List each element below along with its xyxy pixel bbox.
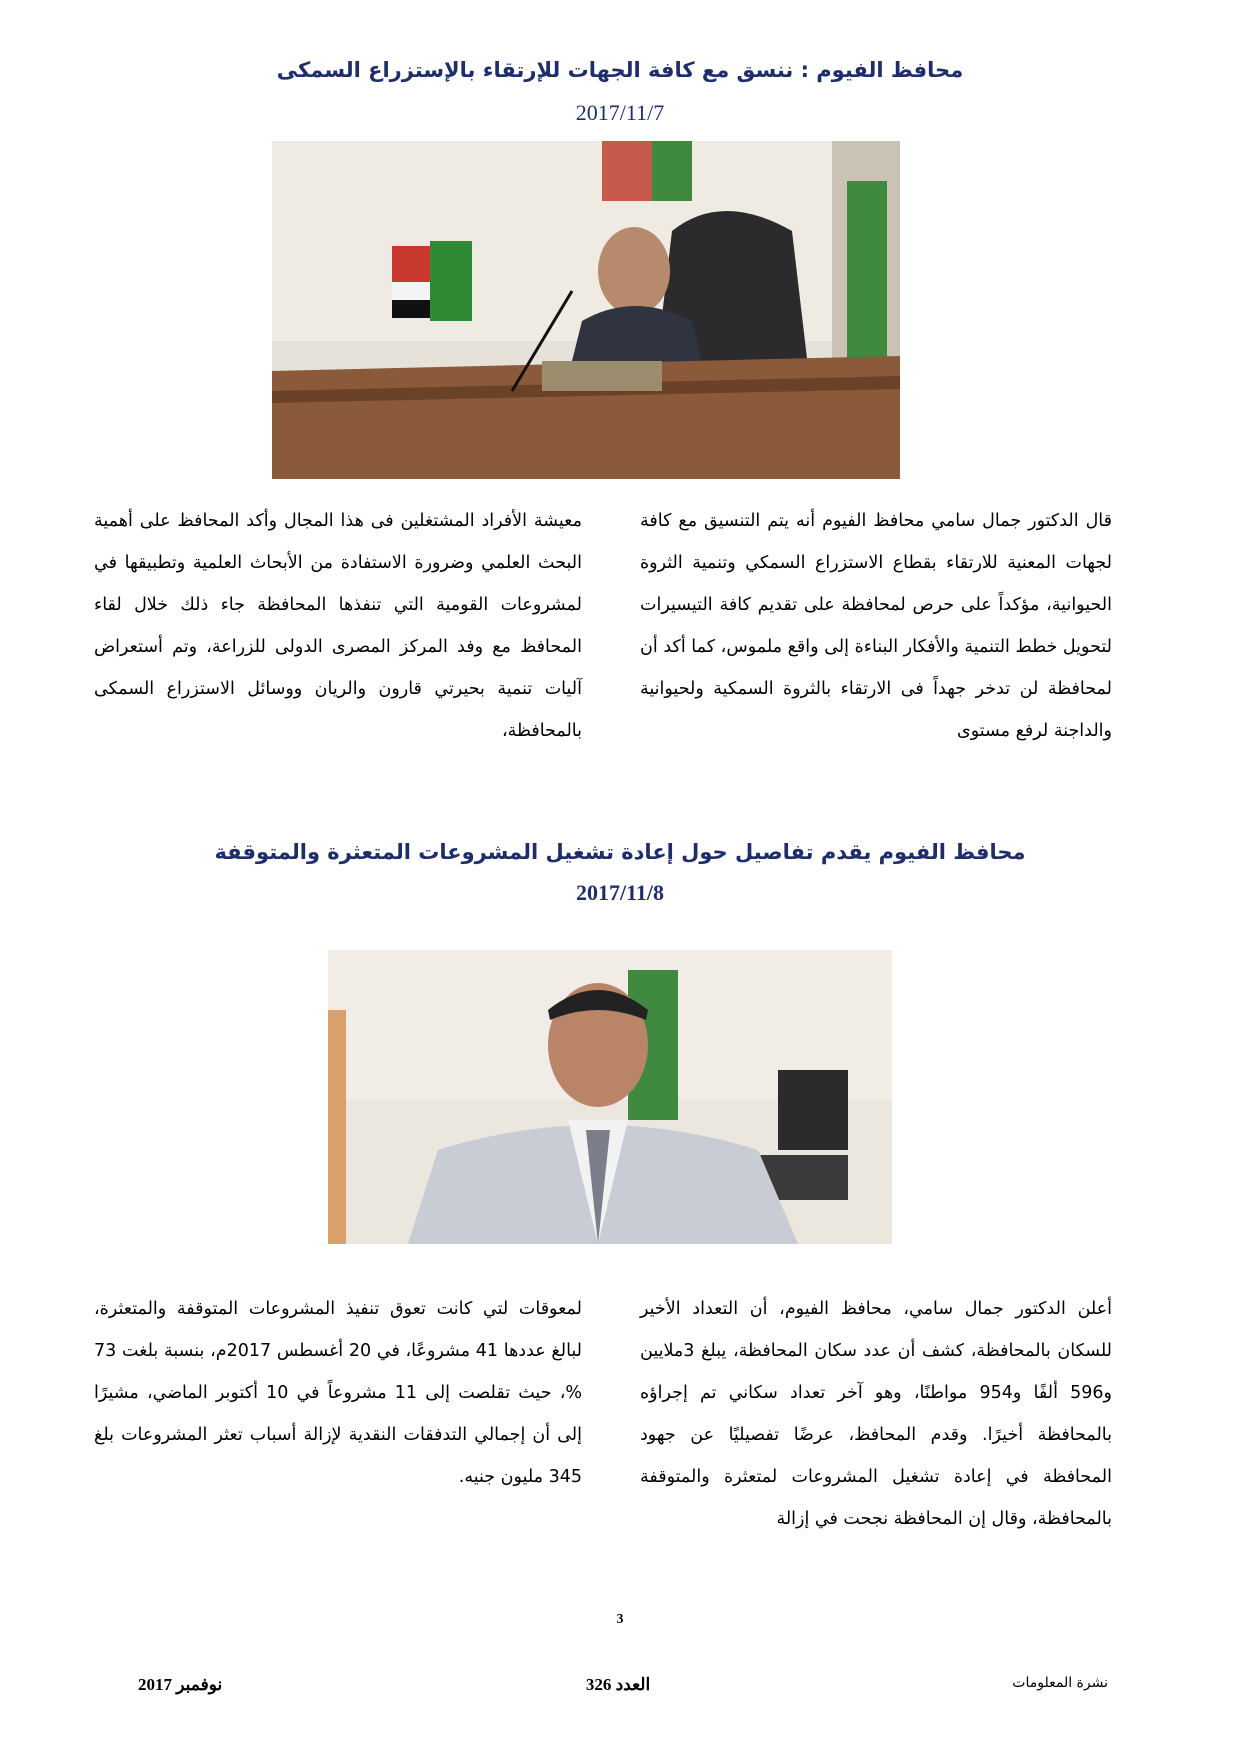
footer-month: نوفمبر 2017 <box>138 1675 223 1694</box>
article2-title: محافظ الفيوم يقدم تفاصيل حول إعادة تشغيل المشروعات المتعثرة والمتوقفة <box>214 840 1026 864</box>
footer-publication: نشرة المعلومات <box>1012 1675 1108 1691</box>
article2-text-right: أعلن الدكتور جمال سامي، محافظ الفيوم، أن التعداد الأخير للسكان بالمحافظة، كشف أن عدد سكان المحافظة، يبلغ 3ملايين و596 ألفًا و954 مواطنًا، وهو آخر تعداد سكاني تم إجراؤه بالمحافظة أخيرًا. وقدم المحافظ، عرضًا تفصيليًا عن جهود المحافظة في إعادة تشغيل المشروعات لمتعثرة والمتوقفة بالمحافظة، وقال إن المحافظة نجحت في إزالة <box>640 1299 1112 1529</box>
article2-photo <box>328 950 892 1244</box>
article1-text-right: قال الدكتور جمال سامي محافظ الفيوم أنه يتم التنسيق مع كافة لجهات المعنية للارتقاء بقطاع الاستزراع السمكي وتنمية الثروة الحيوانية، مؤكداً على حرص لمحافظة على تقديم كافة التيسيرات لتحويل خطط التنمية والأفكار البناءة إلى واقع ملموس، كما أكد أن لمحافظة لن تدخر جهداً فى الارتقاء بالثروة السمكية ولحيوانية والداجنة لرفع مستوى <box>640 511 1112 741</box>
article1-col-left <box>94 500 582 752</box>
footer-issue: العدد 326 <box>585 1675 651 1694</box>
article2-col-right <box>640 1288 1112 1540</box>
article1-date: 2017/11/7 <box>575 100 665 125</box>
article1-title: محافظ الفيوم : ننسق مع كافة الجهات للإرتقاء بالإستزراع السمكى <box>276 58 964 82</box>
article2-col-left <box>94 1288 582 1540</box>
article2-text-left: لمعوقات لتي كانت تعوق تنفيذ المشروعات المتوقفة والمتعثرة، لبالغ عددها 41 مشروعًا، في 20 أغسطس 2017م، بنسبة بلغت 73 %، حيث تقلصت إلى 11 مشروعاً في 10 أكتوبر الماضي، مشيرًا إلى أن إجمالي التدفقات النقدية لإزالة أسباب تعثر المشروعات بلغ 345 مليون جنيه. <box>94 1299 583 1487</box>
article1-text-left: معيشة الأفراد المشتغلين فى هذا المجال وأكد المحافظ على أهمية البحث العلمي وضرورة الاستفادة من الأبحاث العلمية وتطبيقها في لمشروعات القومية التي تنفذها المحافظة جاء ذلك خلال لقاء المحافظ مع وفد المركز المصرى الدولى للزراعة، وتم أستعراض آليات تنمية بحيرتي قارون والريان ووسائل الاستزراع السمكى بالمحافظة، <box>94 511 582 741</box>
article1-photo <box>272 141 900 479</box>
article1-col-right <box>640 500 1112 752</box>
footer <box>128 1675 1108 1699</box>
page-number: 3 <box>616 1612 624 1627</box>
article2-date: 2017/11/8 <box>575 880 664 905</box>
